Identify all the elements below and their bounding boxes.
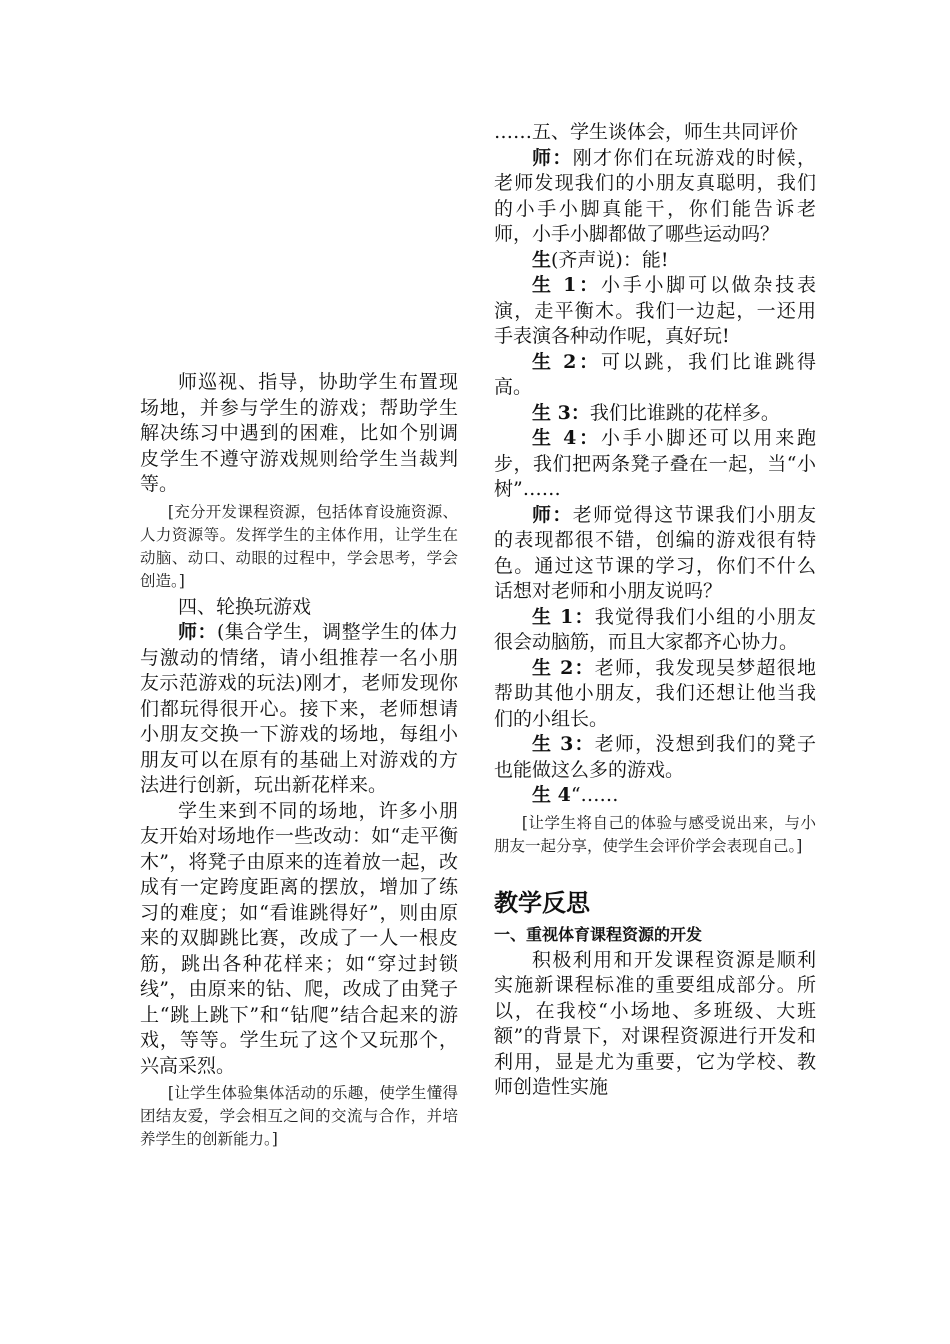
dialogue-line <box>494 656 816 733</box>
annotation-note: [让学生将自己的体验与感受说出来，与小朋友一起分享，使学生会评价学会表现自己。] <box>494 813 816 855</box>
dialogue-line <box>494 732 816 783</box>
speaker-label: 生 1： <box>532 274 601 296</box>
dialogue-text: 我们比谁跳的花样多。 <box>589 401 780 424</box>
speaker-label: 生 2： <box>532 656 595 679</box>
dialogue-line <box>494 605 816 656</box>
speaker-label: 生 3： <box>532 733 595 755</box>
dialogue-line <box>494 503 816 605</box>
dialogue-text: “…… <box>570 784 619 806</box>
dialogue-text: 小手小脚可以做杂技表演，走平衡木。我们一边起，一还用手表演各种动作呢，真好玩! <box>494 274 816 347</box>
paragraph-student-activity: 学生来到不同的场地，许多小朋友开始对场地作一些改动：如“走平衡木”，将凳子由原来的连着放一起，改成有一定跨度距离的摆放，增加了练习的难度；如“看谁跳得好”，则由原来的双脚跳比赛，改成了一人一根皮筋，跳出各种花样来；如“穿过封锁线”，由原来的钻、爬，改成了由凳子上“跳上跳下”和“钻爬”结合起来的游戏，等等。学生玩了这个又玩那个，兴高采烈。 <box>140 799 458 1077</box>
speaker-label: 师： <box>178 621 217 643</box>
dialogue-text: 我觉得我们小组的小朋友很会动脑筋，而且大家都齐心协力。 <box>494 605 816 653</box>
dialogue-text: (集合学生，调整学生的体力与激动的情绪，请小组推荐一名小朋友示范游戏的玩法)刚才，老师发现你们都玩得很开心。接下来，老师想请小朋友交换一下游戏的场地，每组小朋友可以在原有的基础上对游戏的方法进行创新，玩出新花样来。 <box>140 621 458 796</box>
dialogue-line <box>494 146 816 248</box>
section-heading-5: ……五、学生谈体会，师生共同评价 <box>494 121 799 143</box>
dialogue-line <box>494 401 816 427</box>
speaker-label: 生 <box>532 248 552 271</box>
dialogue-line <box>494 248 816 274</box>
speaker-label: 生 1： <box>532 605 595 628</box>
dialogue-text: 可以跳，我们比谁跳得高。 <box>494 350 816 398</box>
dialogue-text: 老师觉得这节课我们小朋友的表现都很不错，创编的游戏很有特色。通过这节课的学习，你们不什么话想对老师和小朋友说吗？ <box>494 503 816 602</box>
speaker-label: 生 4： <box>532 427 601 449</box>
dialogue-text: 刚才你们在玩游戏的时候，老师发现我们的小朋友真聪明，我们的小手小脚真能干，你们能告诉老师，小手小脚都做了哪些运动吗？ <box>494 146 816 245</box>
reflection-paragraph: 积极利用和开发课程资源是顺利实施新课程标准的重要组成部分。所以，在我校“小场地、多班级、大班额”的背景下，对课程资源进行开发和利用，显是尤为重要，它为学校、教师创造性实施 <box>494 948 816 1098</box>
speaker-label: 生 4 <box>532 784 571 806</box>
left-column <box>140 370 458 1153</box>
speaker-label: 师： <box>532 146 573 169</box>
paragraph-teacher-guidance: 师巡视、指导，协助学生布置现场地，并参与学生的游戏；帮助学生解决练习中遇到的困难，比如个别调皮学生不遵守游戏规则给学生当裁判等。 <box>140 371 458 495</box>
dialogue-line <box>494 350 816 401</box>
dialogue-line <box>494 273 816 350</box>
speaker-label: 生 2： <box>532 350 601 373</box>
reflection-title: 教学反思 <box>494 888 590 917</box>
dialogue-line <box>494 426 816 503</box>
annotation-note: [让学生体验集体活动的乐趣，使学生懂得团结友爱，学会相互之间的交流与合作，并培养学生的创新能力。] <box>140 1084 458 1148</box>
reflection-subheading: 一、重视体育课程资源的开发 <box>494 924 703 944</box>
annotation-note: [充分开发课程资源，包括体育设施资源、人力资源等。发挥学生的主体作用，让学生在动脑、动口、动眼的过程中，学会思考，学会创造。] <box>140 502 458 590</box>
right-column <box>494 120 816 1101</box>
paragraph-teacher-instruction <box>140 620 458 799</box>
speaker-label: 师： <box>532 503 573 526</box>
dialogue-text: (齐声说)：能! <box>551 248 669 271</box>
section-heading-4: 四、轮换玩游戏 <box>178 595 312 618</box>
dialogue-text: 老师，我发现吴梦超很地帮助其他小朋友，我们还想让他当我们的小组长。 <box>494 656 816 730</box>
dialogue-text: 小手小脚还可以用来跑步，我们把两条凳子叠在一起，当“小树”…… <box>494 427 816 500</box>
dialogue-line <box>494 783 816 809</box>
dialogue-text: 老师，没想到我们的凳子也能做这么多的游戏。 <box>494 733 816 781</box>
speaker-label: 生 3： <box>532 401 590 424</box>
